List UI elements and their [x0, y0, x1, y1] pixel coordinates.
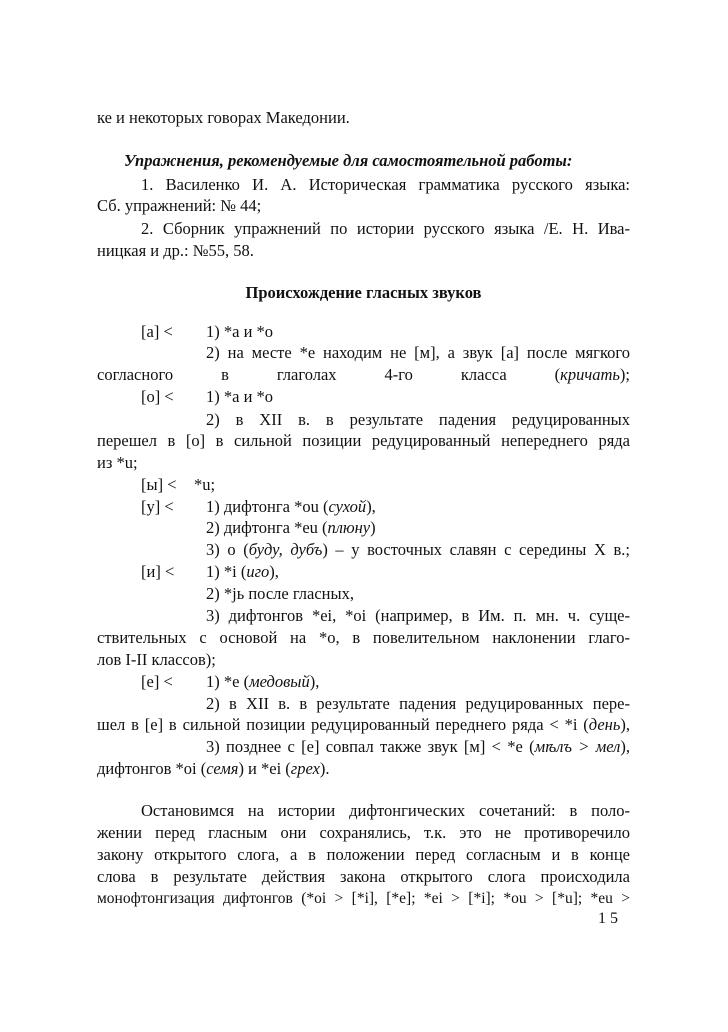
vowel-label: [у] < [141, 497, 174, 516]
section-title: Происхождение гласных звуков [245, 283, 482, 302]
text-line: *u; [194, 475, 216, 494]
text-line: Сб. упражнений: № 44; [97, 196, 262, 215]
text-line: согласного в глаголах 4-го класса (кричать); [97, 365, 630, 384]
text-line: 1) *а и *о [206, 322, 274, 341]
text-line: 1) *i (иго), [206, 562, 279, 581]
text-line: 2) *jь после гласных, [206, 584, 354, 603]
text-line: 1. Василенко И. А. Историческая грамматика русского языка: [141, 175, 630, 194]
text-line: из *u; [97, 453, 138, 472]
text-line: ствительных с основой на *о, в повелительном наклонении глаго- [97, 628, 630, 647]
exercises-heading: Упражнения, рекомендуемые для самостоятельной работы: [124, 151, 573, 170]
text-line: 1) *а и *о [206, 387, 274, 406]
vowel-label: [ы] < [141, 475, 177, 494]
text-line: лов I-II классов); [97, 650, 216, 669]
vowel-label: [а] < [141, 322, 173, 341]
text-line: 2. Сборник упражнений по истории русского языка /Е. Н. Ива- [141, 219, 630, 238]
vowel-label: [и] < [141, 562, 175, 581]
text-line: 2) на месте *е находим не [м], а звук [а] после мягкого [206, 343, 630, 362]
text-line: закону открытого слога, а в положении перед согласным и в конце [97, 845, 630, 864]
text-line: шел в [е] в сильной позиции редуцированный переднего ряда < *i (день), [97, 715, 630, 734]
text-line: 3) о (буду, дубъ) – у восточных славян с середины Х в.; [206, 540, 630, 559]
vowel-label: [о] < [141, 387, 174, 406]
text-line: 1) дифтонга *ou (сухой), [206, 497, 376, 516]
text-line: 3) дифтонгов *ei, *oi (например, в Им. п. мн. ч. суще- [206, 606, 630, 625]
text-line: ке и некоторых говорах Македонии. [97, 108, 350, 127]
text-line: ницкая и др.: №55, 58. [97, 241, 254, 260]
text-line: 1) *е (медовый), [206, 672, 320, 691]
text-line: слова в результате действия закона открытого слога происходила [97, 867, 630, 886]
text-line: 2) в XII в. в результате падения редуцированных [206, 410, 630, 429]
text-line: 3) позднее с [е] совпал также звук [м] < *е (мѣлъ > мел), [206, 737, 630, 756]
text-line: монофтонгизация дифтонгов (*oi > [*i], [*e]; *ei > [*i]; *ou > [*u]; *eu > [97, 890, 630, 907]
text-line: перешел в [о] в сильной позиции редуцированный непереднего ряда [97, 431, 630, 450]
vowel-label: [е] < [141, 672, 173, 691]
text-line: 2) в XII в. в результате падения редуцированных пере- [206, 694, 630, 713]
page-number: 1 5 [598, 910, 618, 927]
text-line: Остановимся на истории дифтонгических сочетаний: в поло- [141, 801, 630, 820]
text-line: жении перед гласным они сохранялись, т.к. это не противоречило [97, 823, 630, 842]
text-line: 2) дифтонга *eu (плюну) [206, 518, 376, 537]
text-line: дифтонгов *oi (семя) и *ei (грех). [97, 759, 330, 778]
